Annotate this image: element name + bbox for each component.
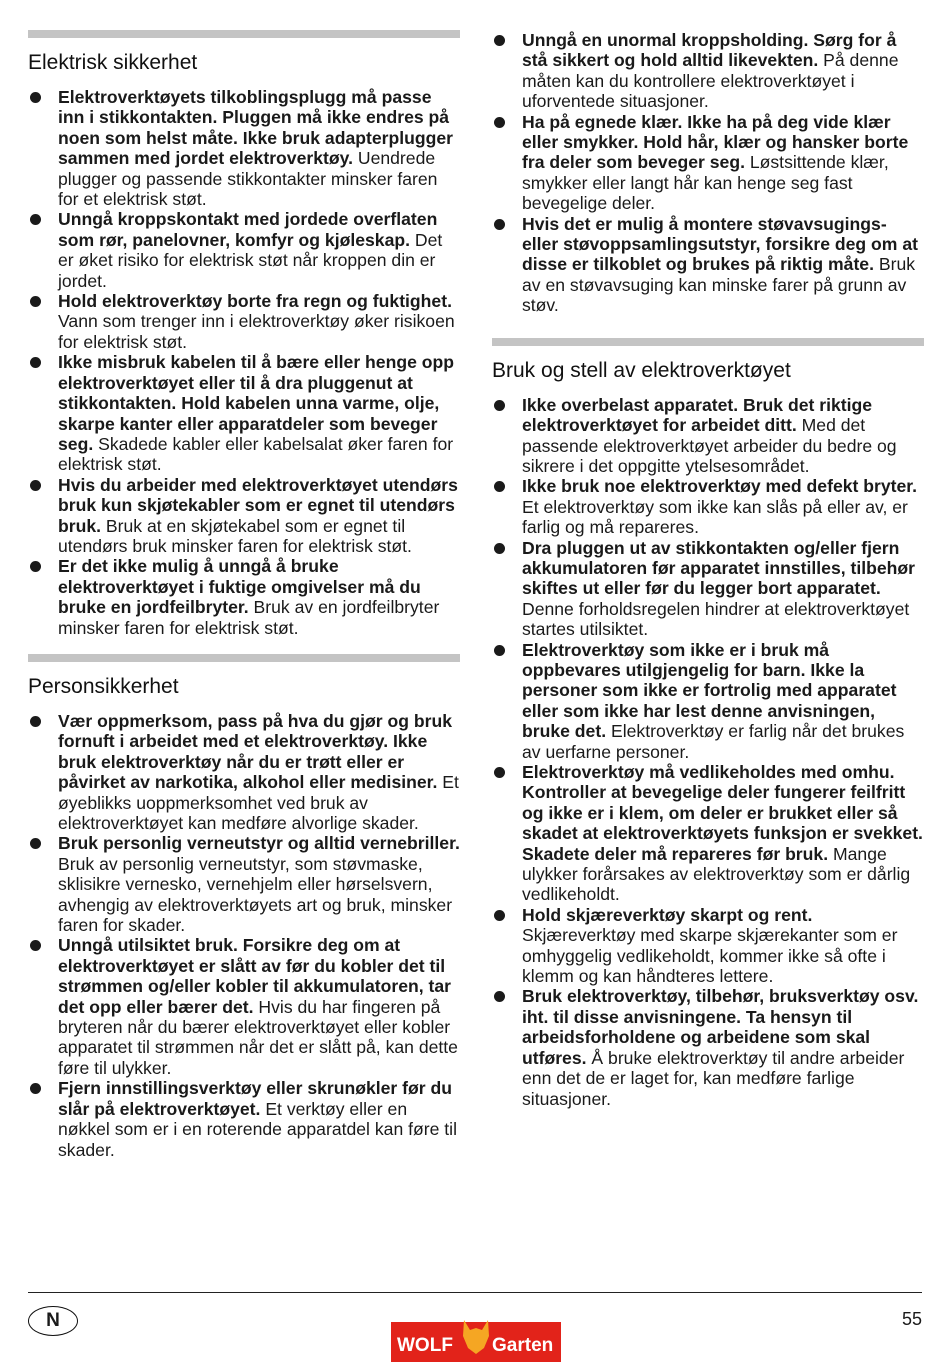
list-item: Unngå en unormal kroppsholding. Sørg for å stå sikkert og hold alltid likevekten. På denne måten kan du kontrollere elektroverktøyet i uforventede situasjoner. bbox=[492, 30, 924, 112]
list-item: Hold elektroverktøy borte fra regn og fuktighet. Vann som trenger inn i elektroverktøy øker risikoen for elektrisk støt. bbox=[28, 291, 460, 352]
list-item: Hvis det er mulig å montere støvavsugings- eller støvoppsamlingsutstyr, forsikre deg om at disse er tilkoblet og brukes på riktig måte. Bruk av en støvavsuging kan minske farer på grunn av støv. bbox=[492, 214, 924, 316]
logo-text-garten: Garten bbox=[492, 1335, 554, 1356]
section-divider bbox=[492, 338, 924, 346]
list-item: Unngå utilsiktet bruk. Forsikre deg om at elektroverktøyet er slått av før du kobler det til strømmen og/eller kobler til akkumulatoren, tar det opp eller bærer det. Hvis du har fingeren på bryteren når du bærer elektroverktøyet eller kobler apparatet til strømmen når det er slått på, kan dette føre til ulykker. bbox=[28, 935, 460, 1078]
footer-divider bbox=[28, 1292, 922, 1293]
list-item: Dra pluggen ut av stikkontakten og/eller fjern akkumulatoren før apparatet innstilles, tilbehør skiftes ut eller før du legger bort apparatet. Denne forholdsregelen hindrer at elektroverktøyet startes utilsiktet. bbox=[492, 538, 924, 640]
section-title-electrical-safety: Elektrisk sikkerhet bbox=[28, 51, 198, 74]
section-divider bbox=[28, 30, 460, 38]
wolf-garten-logo bbox=[391, 1314, 561, 1362]
page-number: 55 bbox=[901, 1309, 922, 1329]
list-item: Bruk personlig verneutstyr og alltid vernebriller. Bruk av personlig verneutstyr, som støvmaske, sklisikre vernesko, vernehjelm eller hørselsvern, avhengig av elektroverktøyets art og bruk, minsker faren for skader. bbox=[28, 833, 460, 935]
list-item: Elektroverktøy som ikke er i bruk må oppbevares utilgjengelig for barn. Ikke la personer som ikke er fortrolig med apparatet eller som ikke har lest denne anvisningen, bruke det. Elektroverktøy er farlig når det brukes av uerfarne personer. bbox=[492, 640, 924, 762]
list-item: Hold skjæreverktøy skarpt og rent. Skjæreverktøy med skarpe skjærekanter som er omhyggelig vedlikeholdt, kommer ikke så ofte i klemm og kan håndteres lettere. bbox=[492, 905, 924, 987]
personal-safety-continued-list bbox=[492, 30, 924, 316]
list-item: Elektroverktøyets tilkoblingsplugg må passe inn i stikkontakten. Pluggen må ikke endres på noen som helst måte. Ikke bruk adapterplugger sammen med jordet elektroverktøy. Uendrede plugger og passende stikkontakter minsker faren for et elektrisk støt. bbox=[28, 87, 460, 209]
personal-safety-list bbox=[28, 711, 460, 1160]
list-item: Fjern innstillingsverktøy eller skrunøkler før du slår på elektroverktøyet. Et verktøy eller en nøkkel som er i en roterende apparatdel kan føre til skader. bbox=[28, 1078, 460, 1160]
use-and-care-list bbox=[492, 395, 924, 1109]
section-divider bbox=[28, 654, 460, 662]
left-column bbox=[28, 30, 460, 1160]
list-item: Elektroverktøy må vedlikeholdes med omhu. Kontroller at bevegelige deler fungerer feilfritt og ikke er i klem, om deler er brukket eller så skadet at elektroverktøyets funksjon er svekket. Skadete deler må repareres før bruk. Mange ulykker forårsakes av elektroverktøy som er dårlig vedlikeholdt. bbox=[492, 762, 924, 905]
logo-text-wolf: WOLF bbox=[397, 1335, 453, 1356]
list-item: Ikke bruk noe elektroverktøy med defekt bryter. Et elektroverktøy som ikke kan slås på eller av, er farlig og må repareres. bbox=[492, 476, 924, 537]
list-item: Ikke misbruk kabelen til å bære eller henge opp elektroverktøyet eller til å dra pluggenut at stikkontakten. Hold kabelen unna varme, olje, skarpe kanter eller apparatdeler som beveger seg. Skadede kabler eller kabelsalat øker faren for elektrisk støt. bbox=[28, 352, 460, 474]
section-title-use-and-care: Bruk og stell av elektroverktøyet bbox=[492, 358, 791, 382]
right-column bbox=[492, 30, 924, 1109]
electrical-safety-list bbox=[28, 87, 460, 638]
list-item: Unngå kroppskontakt med jordede overflaten som rør, panelovner, komfyr og kjøleskap. Det er øket risiko for elektrisk støt når kroppen din er jordet. bbox=[28, 209, 460, 291]
section-title-personal-safety: Personsikkerhet bbox=[28, 674, 179, 698]
language-badge: N bbox=[28, 1306, 78, 1336]
list-item: Hvis du arbeider med elektroverktøyet utendørs bruk kun skjøtekabler som er egnet til utendørs bruk. Bruk at en skjøtekabel som er egnet til utendørs bruk minsker faren for elektrisk støt. bbox=[28, 475, 460, 557]
list-item: Ha på egnede klær. Ikke ha på deg vide klær eller smykker. Hold hår, klær og hansker borte fra deler som beveger seg. Løstsittende klær, smykker eller langt hår kan henge seg fast bevegelige deler. bbox=[492, 112, 924, 214]
list-item: Er det ikke mulig å unngå å bruke elektroverktøyet i fuktige omgivelser må du bruke en jordfeilbryter. Bruk av en jordfeilbryter minsker faren for elektrisk støt. bbox=[28, 556, 460, 638]
list-item: Ikke overbelast apparatet. Bruk det riktige elektroverktøyet for arbeidet ditt. Med det passende elektroverktøyet arbeider du bedre og sikrere i det oppgitte ytelsesområdet. bbox=[492, 395, 924, 477]
list-item: Vær oppmerksom, pass på hva du gjør og bruk fornuft i arbeidet med et elektroverktøy. Ikke bruk elektroverktøy når du er trøtt eller er påvirket av narkotika, alkohol eller medisiner. Et øyeblikks uoppmerksomhet ved bruk av elektroverktøyet kan medføre alvorlige skader. bbox=[28, 711, 460, 833]
list-item: Bruk elektroverktøy, tilbehør, bruksverktøy osv. iht. til disse anvisningene. Ta hensyn til arbeidsforholdene og arbeidene som skal utføres. Å bruke elektroverktøy til andre arbeider enn det de er laget for, kan medføre farlige situasjoner. bbox=[492, 986, 924, 1108]
